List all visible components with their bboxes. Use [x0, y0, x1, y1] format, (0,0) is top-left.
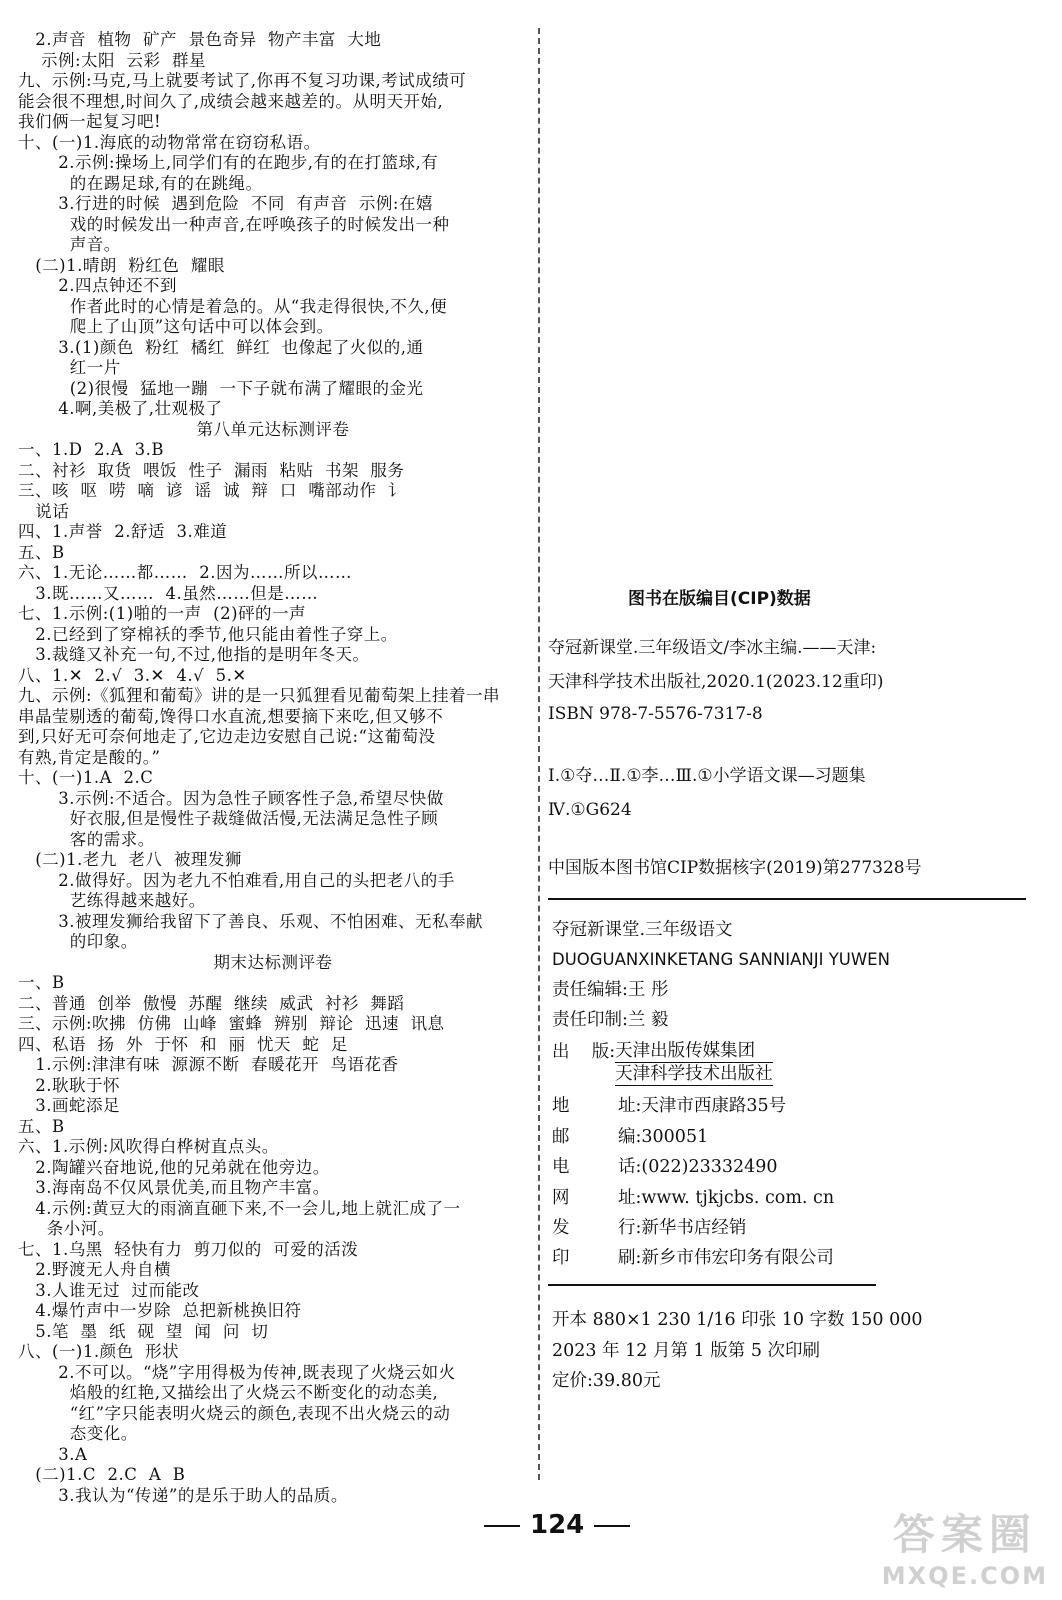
answer-line: 八、(一)1.颜色 形状 [18, 1342, 180, 1361]
editor-label: 责任编辑: [552, 980, 628, 1000]
editor-name: 王 彤 [627, 980, 669, 1000]
publisher-press: 天津科学技术出版社 [615, 1064, 773, 1084]
address-label-2: 址: [618, 1096, 642, 1116]
answer-line: 四、1.声誉 2.舒适 3.难道 [18, 522, 228, 541]
website-label-2: 址: [618, 1188, 642, 1208]
answer-line: 2.示例:操场上,同学们有的在跑步,有的在打篮球,有 [18, 153, 439, 172]
cip-line-5: Ⅳ.①G624 [548, 800, 632, 820]
watermark-logo [882, 1502, 1048, 1590]
answer-line: 作者此时的心情是着急的。从“我走得很快,不久,便 [18, 296, 448, 316]
answer-line: 声音。 [18, 235, 121, 254]
answer-line: 2.陶罐兴奋地说,他的兄弟就在他旁边。 [18, 1157, 330, 1177]
editor-row [552, 978, 668, 1002]
distribution-value: 新华书店经销 [641, 1218, 747, 1238]
answer-line: 2.四点钟还不到 [18, 276, 177, 295]
answer-line: 3.(1)颜色 粉红 橘红 鲜红 也像起了火似的,通 [18, 337, 424, 357]
answer-line: 七、1.乌黑 轻快有力 剪刀似的 可爱的活泼 [18, 1239, 359, 1259]
answer-line: 好衣服,但是慢性子裁缝做活慢,无法满足急性子顾 [18, 809, 439, 828]
cip-line-2: 天津科学技术出版社,2020.1(2023.12重印) [548, 672, 884, 692]
answer-line: 能会很不理想,时间久了,成绩会越来越差的。从明天开始, [18, 91, 444, 111]
answer-line: “红”字只能表明火烧云的颜色,表现不出火烧云的动 [18, 1403, 451, 1423]
answer-line: 2.已经到了穿棉袄的季节,他只能由着性子穿上。 [18, 624, 398, 644]
copyright-column [548, 0, 1048, 1480]
answer-line: 三、咳 呕 唠 嘀 谚 谣 诚 辩 口 嘴部动作 讠 [18, 481, 405, 500]
answer-line: 1.示例:津津有味 源源不断 春暖花开 鸟语花香 [18, 1055, 399, 1074]
answer-line: 有熟,肯定是酸的。” [18, 747, 161, 767]
answer-line: 艺练得越来越好。 [18, 891, 206, 910]
answer-line: 3.既……又…… 4.虽然……但是…… [18, 583, 319, 603]
phone-label-2: 话: [618, 1157, 642, 1177]
book-title-cn: 夺冠新课堂.三年级语文 [552, 920, 733, 940]
answer-line: 四、私语 扬 外 于怀 和 丽 忧天 蛇 足 [18, 1034, 348, 1054]
answer-line: 六、1.示例:风吹得白桦树直点头。 [18, 1137, 279, 1156]
distribution-label-2: 行: [618, 1218, 642, 1238]
answer-line: 九、示例:《狐狸和葡萄》讲的是一只狐狸看见葡萄架上挂着一串 [18, 686, 501, 705]
section-heading: 期末达标测评卷 [213, 952, 333, 972]
answer-line: 4.啊,美极了,壮观极了 [18, 399, 223, 418]
answer-line: 3.A [18, 1444, 88, 1464]
answer-line: 一、1.D 2.A 3.B [18, 440, 164, 459]
answer-line: 3.画蛇添足 [18, 1096, 120, 1115]
phone-value: (022)23332490 [641, 1157, 778, 1177]
answer-line: 客的需求。 [18, 829, 155, 849]
answer-line: 十、(一)1.海底的动物常常在窃窃私语。 [18, 132, 321, 152]
section-heading: 第八单元达标测评卷 [196, 419, 350, 439]
printing-label-2: 刷: [618, 1248, 642, 1268]
answer-line: 戏的时候发出一种声音,在呼唤孩子的时候发出一种 [18, 214, 450, 234]
answer-line: 五、B [18, 1116, 65, 1136]
answer-line: 我们俩一起复习吧! [18, 112, 162, 131]
answer-line: (二)1.老九 老八 被理发狮 [18, 850, 242, 869]
distribution-label: 发 [552, 1218, 570, 1238]
watermark-bottom: MXQE.COM [881, 1562, 1048, 1590]
print-manager-name: 兰 毅 [627, 1010, 669, 1030]
page-dash-right [594, 1525, 630, 1527]
answer-line: 2.耿耿于怀 [18, 1075, 120, 1095]
address-value: 天津市西康路35号 [641, 1096, 787, 1116]
answer-line: 3.我认为“传递”的是乐于助人的品质。 [18, 1485, 348, 1505]
answer-line: 到,只好无可奈何地走了,它边走边安慰自己说:“这葡萄没 [18, 727, 436, 746]
answer-line: 条小河。 [18, 1219, 115, 1238]
answer-line: 3.海南岛不仅风景优美,而且物产丰富。 [18, 1178, 330, 1197]
page-number [474, 1510, 640, 1540]
answer-line: (二)1.C 2.C A B [18, 1465, 186, 1484]
answer-line: 3.示例:不适合。因为急性子顾客性子急,希望尽快做 [18, 788, 444, 808]
website-value: www. tjkjcbs. com. cn [641, 1188, 835, 1208]
postcode-label-2: 编: [618, 1127, 642, 1147]
phone-label: 电 [552, 1157, 570, 1177]
answer-line: 2.野渡无人舟自横 [18, 1260, 171, 1279]
print-manager-label: 责任印制: [552, 1010, 628, 1030]
answer-line: 说话 [18, 501, 70, 521]
printing-label: 印 [552, 1248, 570, 1268]
answer-line: 示例:太阳 云彩 群星 [18, 50, 207, 70]
postcode-label: 邮 [552, 1127, 570, 1147]
publisher-label: 出 版: [552, 1042, 616, 1062]
answer-line: 态变化。 [18, 1424, 138, 1443]
answer-line: 五、B [18, 542, 65, 562]
answer-line: 的印象。 [18, 932, 138, 951]
print-manager-row [552, 1008, 668, 1032]
answer-line: 七、1.示例:(1)啪的一声 (2)砰的一声 [18, 604, 307, 623]
answer-line: 二、衬衫 取货 喂饭 性子 漏雨 粘贴 书架 服务 [18, 460, 405, 480]
rule-bottom [548, 1284, 876, 1286]
publisher-box [615, 1040, 773, 1086]
answer-line: 二、普通 创举 傲慢 苏醒 继续 威武 衬衫 舞蹈 [18, 993, 405, 1013]
cip-line-6: 中国版本图书馆CIP数据核字(2019)第277328号 [548, 858, 922, 878]
answer-line: 串晶莹剔透的葡萄,馋得口水直流,想要摘下来吃,但又够不 [18, 706, 444, 726]
answer-line: (二)1.晴朗 粉红色 耀眼 [18, 255, 225, 275]
distribution-row [552, 1216, 746, 1240]
answer-line: 红一片 [18, 358, 121, 377]
cip-title: 图书在版编目(CIP)数据 [628, 589, 811, 609]
edition-line: 2023 年 12 月第 1 版第 5 次印刷 [552, 1341, 821, 1361]
answer-line: 十、(一)1.A 2.C [18, 768, 154, 787]
page-dash-left [484, 1525, 520, 1527]
address-label: 地 [552, 1096, 570, 1116]
column-divider [538, 28, 540, 1480]
price-line: 定价:39.80元 [552, 1371, 661, 1391]
watermark-top: 答案圈 [892, 1510, 1037, 1559]
answer-line: 2.做得好。因为老九不怕难看,用自己的头把老八的手 [18, 870, 455, 890]
address-row [552, 1094, 786, 1118]
answer-line: 3.裁缝又补充一句,不过,他指的是明年冬天。 [18, 645, 370, 664]
answer-line: 3.行进的时候 遇到危险 不同 有声音 示例:在嬉 [18, 194, 433, 213]
answer-line: 4.爆竹声中一岁除 总把新桃换旧符 [18, 1301, 302, 1320]
answer-line: 的在踢足球,有的在跳绳。 [18, 173, 263, 193]
answer-line: 4.示例:黄豆大的雨滴直砸下来,不一会儿,地上就汇成了一 [18, 1198, 461, 1218]
website-label: 网 [552, 1188, 570, 1208]
postcode-value: 300051 [641, 1127, 709, 1147]
answer-line: 3.人谁无过 过而能改 [18, 1280, 200, 1300]
printing-row [552, 1246, 834, 1270]
answer-line: 2.不可以。“烧”字用得极为传神,既表现了火烧云如火 [18, 1362, 456, 1382]
answer-line: 六、1.无论……都…… 2.因为……所以…… [18, 563, 352, 582]
answer-line: 5.笔 墨 纸 砚 望 闻 问 切 [18, 1321, 269, 1341]
answer-line: (2)很慢 猛地一蹦 一下子就布满了耀眼的金光 [18, 378, 424, 398]
answer-line: 三、示例:吹拂 仿佛 山峰 蜜蜂 辨别 辩论 迅速 讯息 [18, 1014, 445, 1033]
format-line: 开本 880×1 230 1/16 印张 10 字数 150 000 [552, 1310, 923, 1330]
page-number-text: 124 [530, 1510, 585, 1540]
answer-column [18, 30, 528, 1506]
answer-line: 焰般的红艳,又描绘出了火烧云不断变化的动态美, [18, 1383, 439, 1402]
cip-line-3: ISBN 978-7-5576-7317-8 [548, 704, 763, 724]
answer-line: 2.声音 植物 矿产 景色奇异 物产丰富 大地 [18, 30, 382, 49]
phone-row [552, 1155, 778, 1179]
printing-value: 新乡市伟宏印务有限公司 [641, 1248, 834, 1268]
cip-line-4: Ⅰ.①夺…Ⅱ.①李…Ⅲ.①小学语文课—习题集 [548, 766, 866, 786]
answer-line: 爬上了山顶”这句话中可以体会到。 [18, 317, 334, 336]
postcode-row [552, 1125, 708, 1149]
answer-line: 一、B [18, 973, 65, 992]
book-title-pinyin: DUOGUANXINKETANG SANNIANJI YUWEN [552, 950, 890, 969]
answer-line: 八、1.✕ 2.√ 3.✕ 4.√ 5.✕ [18, 665, 247, 685]
website-row [552, 1186, 834, 1210]
answer-line: 九、示例:马克,马上就要考试了,你再不复习功课,考试成绩可 [18, 71, 467, 90]
cip-line-1: 夺冠新课堂.三年级语文/李冰主编.——天津: [548, 638, 877, 658]
rule-top [548, 898, 1026, 900]
answer-line: 3.被理发狮给我留下了善良、乐观、不怕困难、无私奉献 [18, 911, 483, 931]
publisher-row [552, 1040, 773, 1086]
publisher-group: 天津出版传媒集团 [615, 1040, 773, 1063]
